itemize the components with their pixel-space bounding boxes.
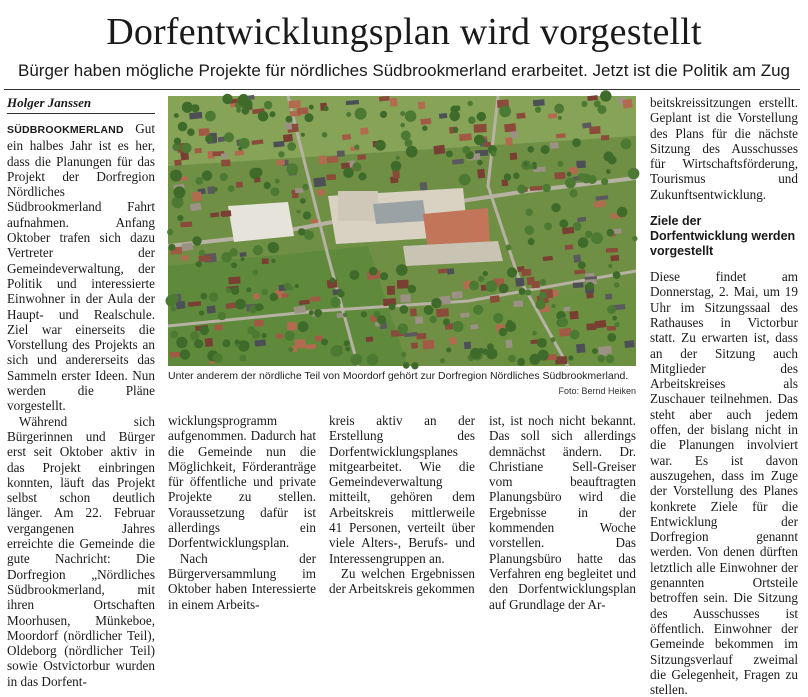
paragraph-text: Gut ein halbes Jahr ist es her, dass die Planungen für das Projekt der Dorfregion Nördliches Südbrookmerland Fahrt aufnahmen. Anfang Oktober trafen sich dazu Vertreter der Gemeindeverwaltung, der Politik und interessierte Einwohner in der Aula der Haupt- und Realschule. Ziel war einerseits die Vorstellung des Projekts an sich und andererseits das Sammeln erster Ideen. Nun werden die Pläne vorgestellt. — [7, 121, 155, 414]
subheadline: Bürger haben mögliche Projekte für nördliches Südbrookmerland erarbeitet. Jetzt ist die Politik am Zug — [18, 61, 790, 80]
section-subheading: Ziele der Dorfentwicklung werden vorgestellt — [650, 214, 796, 259]
byline-rule — [7, 113, 155, 114]
paragraph: Nach der Bürgerversammlung im Oktober haben Interessierte in einem Arbeits- — [168, 550, 316, 612]
paragraph: wicklungsprogramm aufgenommen. Dadurch hat die Gemeinde nun die Möglichkeit, Förderanträge für öffentliche und private Projekte zu stellen. Voraussetzung dafür ist allerdings ein Dorfentwicklungsplan. — [168, 413, 316, 551]
article-column-2 — [168, 413, 316, 612]
article-column-1 — [7, 121, 155, 689]
paragraph: kreis aktiv an der Erstellung des Dorfentwicklungsplanes mitgearbeitet. Wie die Gemeindeverwaltung mitteilt, gehören dem Arbeitskreis mittlerweile 41 Personen, verteilt über viele Alters-, Berufs- und Interessengruppen an. — [329, 413, 475, 566]
dateline: SÜDBROOKMERLAND — [7, 124, 124, 136]
paragraph: Diese findet am Donnerstag, 2. Mai, um 19 Uhr im Sitzungssaal des Rathauses in Victorbur statt. Zu erwarten ist, dass an der Sitzung auch Mitglieder des Arbeitskreises als Zuschauer teilnehmen. Das steht aber auch jedem offen, der bislang nicht in die Planungen involviert war. Es ist davon auszugehen, dass im Zuge der Vorstellung des Planes konkrete Ziele für die Entwicklung der Dorfregion genannt werden. Von denen dürften letztlich alle Einwohner der genannten Ortsteile betroffen sein. Die Sitzung des Ausschusses ist öffentlich. Einwohner der Gemeinde bekommen im Sitzungsverlauf zweimal die Gelegenheit, Fragen zu stellen. — [650, 269, 798, 697]
headline: Dorfentwicklungsplan wird vorgestellt — [106, 11, 702, 53]
paragraph: Zu welchen Ergebnissen der Arbeitskreis gekommen — [329, 565, 475, 597]
author-byline: Holger Janssen — [7, 95, 92, 110]
photo-caption: Unter anderem der nördliche Teil von Moordorf gehört zur Dorfregion Nördliches Südbrookmerland. — [168, 370, 629, 382]
paragraph: Während sich Bürgerinnen und Bürger erst seit Oktober aktiv in das Projekt einbringen konnten, läuft das Projekt selbst schon deutlich länger. Am 22. Februar vergangenen Jahres erreichte die Gemeinde die gute Nachricht: Die Dorfregion „Nördliches Südbrookmerland, mit ihren Ortschaften Moorhusen, Münkeboe, Moordorf (nördlicher Teil), Oldeborg (nördlicher Teil) sowie Ostvictorbur wurden in das Dorfent- — [7, 413, 155, 689]
article-column-3 — [329, 413, 475, 597]
article-column-4 — [489, 413, 636, 612]
article-column-5 — [650, 95, 798, 697]
aerial-photo — [168, 96, 636, 366]
paragraph: ist, ist noch nicht bekannt. Das soll sich allerdings demnächst ändern. Dr. Christiane Sell-Greiser vom beauftragten Planungsbüro wird die Ergebnisse in der kommenden Woche vorstellen. Das Planungsbüro hatte das Verfahren eng begleitet und den Dorfentwicklungsplan auf Grundlage der Ar- — [489, 413, 636, 612]
paragraph — [7, 121, 155, 414]
photo-credit: Foto: Bernd Heiken — [558, 386, 636, 396]
paragraph: beitskreissitzungen erstellt. Geplant ist die Vorstellung des Plans für die nächste Sitzung des Ausschusses für Wirtschaftsförderung, Tourismus und Zukunftsentwicklung. — [650, 95, 798, 202]
header-rule — [4, 89, 800, 90]
